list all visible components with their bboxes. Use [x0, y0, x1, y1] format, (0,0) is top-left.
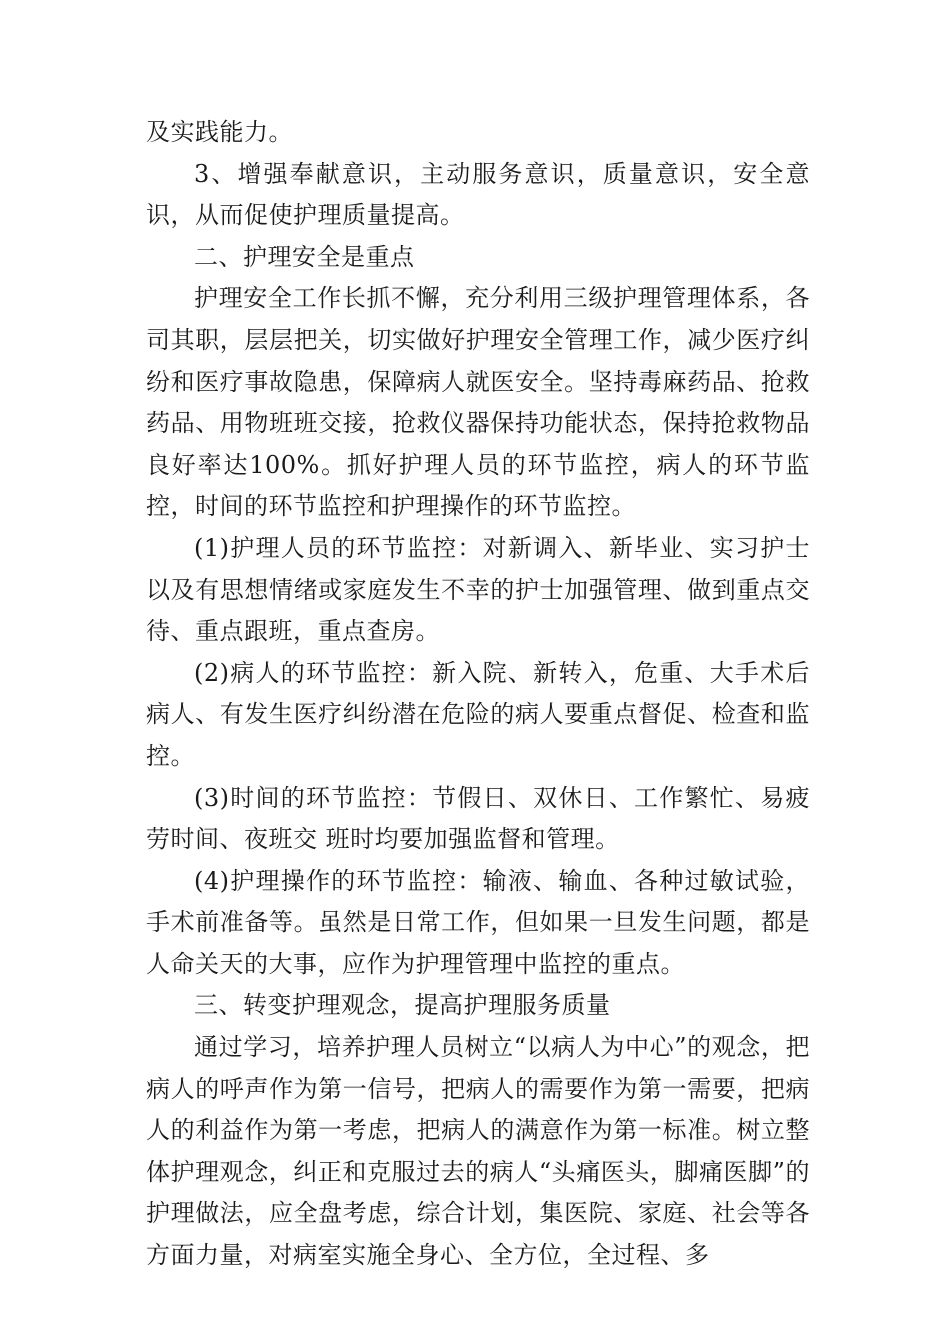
paragraph-continuation: 及实践能力。 [146, 118, 293, 146]
document-body [146, 112, 810, 1277]
section-heading-2: 二、护理安全是重点 [194, 242, 415, 271]
paragraph-safety: 护理安全工作长抓不懈，充分利用三级护理管理体系，各司其职，层层把关，切实做好护理安全管理工作，减少医疗纠纷和医疗事故隐患，保障病人就医安全。坚持毒麻药品、抢救药品、用物班班交接，抢救仪器保持功能状态，保持抢救物品良好率达100%。抓好护理人员的环节监控，病人的环节监控，时间的环节监控和护理操作的环节监控。 [146, 284, 810, 521]
paragraph-item-3: 3、增强奉献意识，主动服务意识，质量意识，安全意识，从而促使护理质量提高。 [146, 159, 810, 230]
paragraph-monitor-4: (4)护理操作的环节监控：输液、输血、各种过敏试验，手术前准备等。虽然是日常工作，但如果一旦发生问题，都是人命关天的大事，应作为护理管理中监控的重点。 [146, 866, 810, 978]
paragraph-monitor-3: (3)时间的环节监控：节假日、双休日、工作繁忙、易疲劳时间、夜班交 班时均要加强监督和管理。 [146, 783, 810, 854]
paragraph-monitor-2: (2)病人的环节监控：新入院、新转入，危重、大手术后病人、有发生医疗纠纷潜在危险的病人要重点督促、检查和监控。 [146, 658, 810, 770]
paragraph-service: 通过学习，培养护理人员树立“以病人为中心”的观念，把病人的呼声作为第一信号，把病人的需要作为第一需要，把病人的利益作为第一考虑，把病人的满意作为第一标准。树立整体护理观念，纠正和克服过去的病人“头痛医头，脚痛医脚”的护理做法，应全盘考虑，综合计划，集医院、家庭、社会等各方面力量，对病室实施全身心、全方位，全过程、多 [146, 1033, 810, 1270]
section-heading-3: 三、转变护理观念，提高护理服务质量 [194, 991, 611, 1020]
paragraph-monitor-1: (1)护理人员的环节监控：对新调入、新毕业、实习护士以及有思想情绪或家庭发生不幸的护士加强管理、做到重点交待、重点跟班，重点查房。 [146, 533, 810, 646]
